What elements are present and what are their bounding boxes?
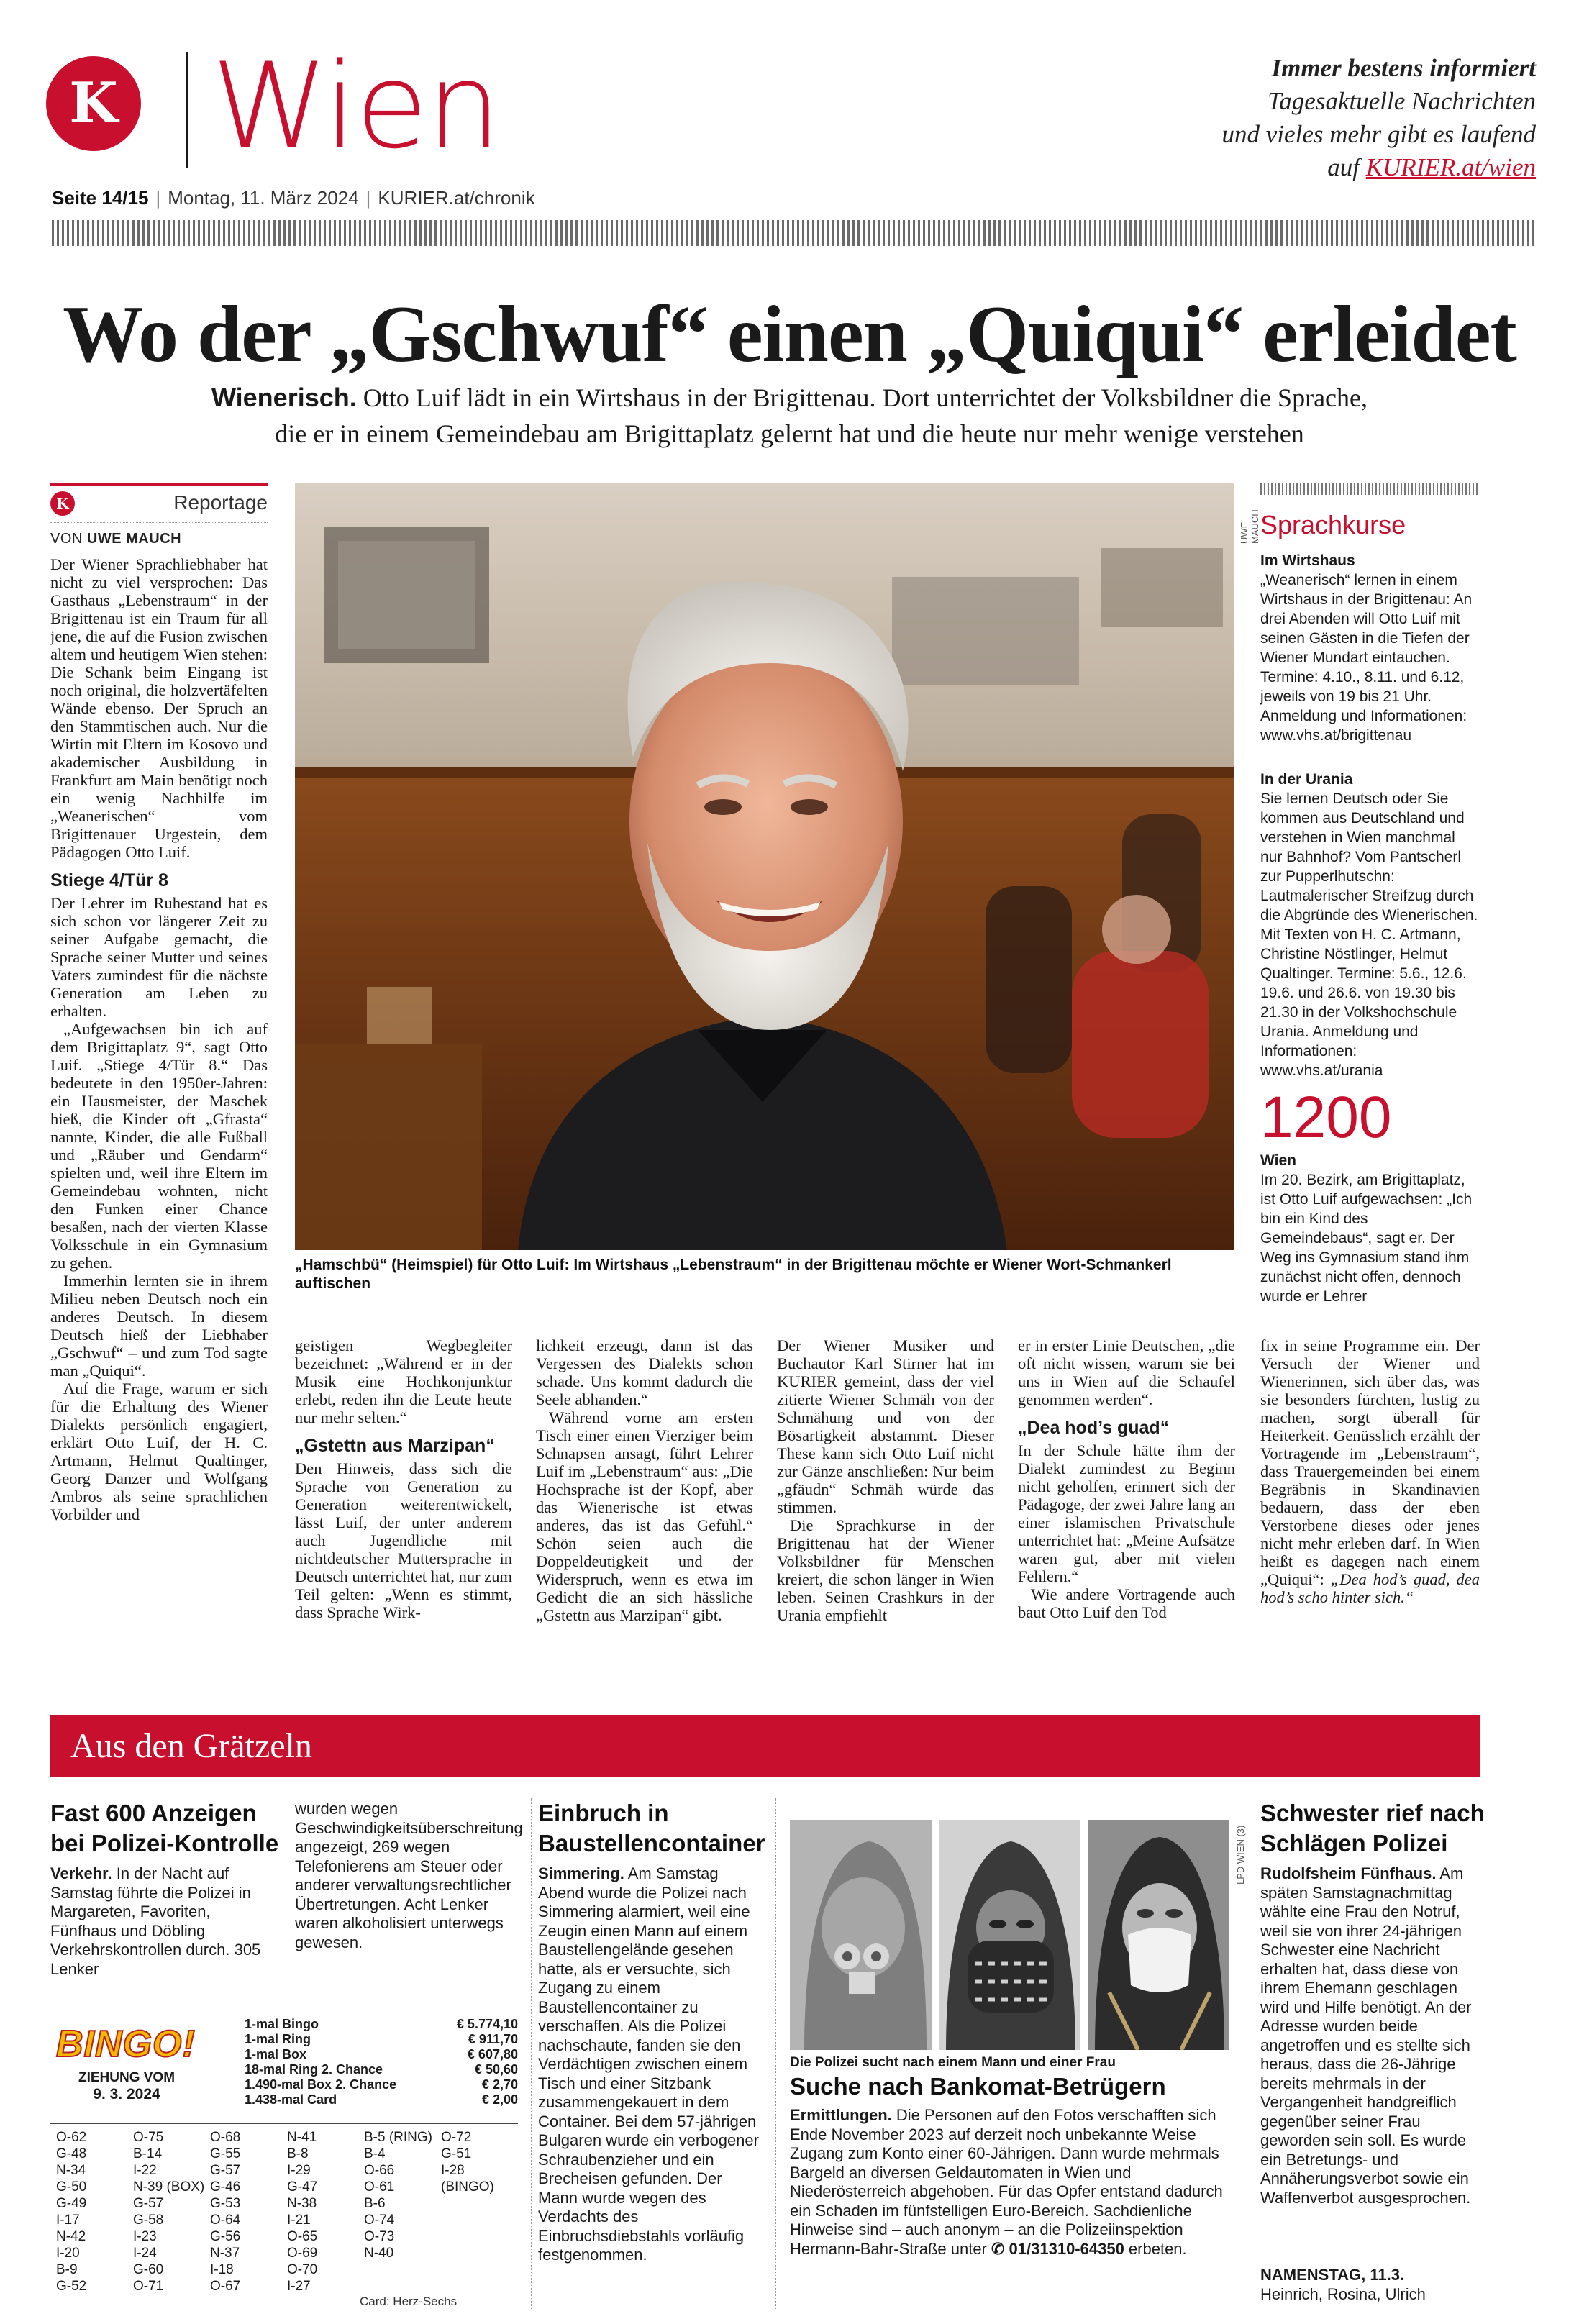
paragraph: „Aufgewachsen bin ich auf dem Brigittaplatz 9“, sagt Otto Luif. „Stiege 4/Tür 8.“ Das bedeutete in den 1950er-Jahren: ein Hausmeister, der Maschek hieß, die Kinder oft „Gfrasta“ nannte, Kinder, die alle Fußball und „Räuber und Gendarm“ spielten und, weil ihre Eltern im Gemeindebau wohnten, nicht den Funken einer Chance besaßen, nach der vierten Klasse Volksschule in ein Gymnasium zu gehen. <box>50 1020 268 1272</box>
bingo-number: I-17 <box>56 2213 80 2228</box>
bingo-number: N-41 <box>287 2130 317 2145</box>
promo-box <box>1075 52 1536 184</box>
section-banner-title: Aus den Grätzeln <box>70 1727 312 1765</box>
prize-value: € 2,70 <box>481 2077 518 2092</box>
bingo-number: I-27 <box>287 2279 311 2294</box>
sidebar-text: „Weanerisch“ lernen in einem Wirtshaus in der Brigittenau: An drei Abenden will Otto Luif mit seinen Gästen in die Tiefen der Wiener Mundart eintauchen. Termine: 4.10., 8.11. und 6.12, jeweils von 19 bis 21 Uhr. Anmeldung und Informationen: www.vhs.at/brigittenau <box>1260 572 1473 744</box>
section-banner <box>50 1715 1480 1777</box>
bingo-number: I-18 <box>210 2262 234 2277</box>
fact-label: Wien <box>1260 1152 1296 1169</box>
issue-date: Montag, 11. März 2024 <box>168 187 359 209</box>
nameday-names: Heinrich, Rosina, Ulrich <box>1260 2284 1426 2303</box>
nameday-box <box>1260 2266 1480 2304</box>
prize-row <box>245 2092 518 2107</box>
page-meta <box>52 187 535 209</box>
prize-value: € 607,80 <box>467 2047 518 2061</box>
bingo-number: N-37 <box>210 2246 240 2261</box>
news-lead: Ermittlungen. <box>790 2106 892 2124</box>
subhead-line: Otto Luif lädt in ein Wirtshaus in der Brigittenau. Dort unterrichtet der Volksbildner die Sprache, <box>356 383 1368 412</box>
bingo-number: G-46 <box>210 2179 241 2195</box>
article-photo[interactable] <box>295 483 1234 1250</box>
news-text <box>790 2106 1230 2259</box>
bingo-number: O-64 <box>210 2213 241 2228</box>
paragraph: Die Sprachkurse in der Brigittenau hat der Wiener Volksbildner für Menschen kreiert, die schon länger in Wien leben. Seinen Crashkurs in der Urania empfiehlt <box>777 1516 994 1624</box>
bingo-number: I-28 (BINGO) <box>441 2163 494 2195</box>
masthead <box>43 36 1536 252</box>
bingo-number: G-57 <box>210 2163 241 2178</box>
paragraph: Während vorne am ersten Tisch einer einen Vierziger beim Schnapsen ansagt, führt Lehrer Luif im „Lebenstraum“ aus: „Die Hochsprache ist der Kopf, aber das Wienerische ist etwas anderes, das ist das Gefühl.“ Schön seien auch die Doppeldeutigkeit und der Widerspruch, wenn es etwa im Gedicht die an sich hässliche „Gstettn aus Marzipan“ gibt. <box>536 1408 753 1624</box>
suspect-photo-3-illustration <box>1088 1820 1229 2050</box>
sidebar-subheading: In der Urania <box>1260 771 1353 788</box>
suspect-photo[interactable] <box>1088 1820 1229 2050</box>
news-headline: Suche nach Bankomat-Betrügern <box>790 2073 1166 2100</box>
bingo-number: N-40 <box>364 2246 394 2261</box>
prize-value: € 50,60 <box>474 2062 518 2077</box>
paragraph: Der Lehrer im Ruhestand hat es sich schon vor längerer Zeit zu seiner Aufgabe gemacht, die Sprache seiner Mutter und seines Vaters zumindest für die nächste Generation am Leben zu erhalten. <box>50 894 268 1020</box>
bingo-number: G-53 <box>210 2196 241 2211</box>
bingo-number: G-51 <box>441 2146 472 2161</box>
nameday-label: NAMENSTAG, 11.3. <box>1260 2266 1405 2284</box>
bingo-number: B-6 <box>364 2196 386 2211</box>
promo-line: und vieles mehr gibt es laufend <box>1221 120 1536 148</box>
bingo-number: O-73 <box>364 2229 395 2244</box>
prize-label: 18-mal Ring 2. Chance <box>245 2062 383 2077</box>
prize-value: € 911,70 <box>468 2032 518 2046</box>
article-headline: Wo der „Gschwuf“ einen „Quiqui“ erleidet <box>63 290 1516 379</box>
paragraph: geistigen Wegbegleiter bezeichnet: „Während er in der Musik eine Hochkonjunktur erlebt, reden ihn die Leute heute nur mehr selten.“ <box>295 1336 512 1426</box>
news-text: wurden wegen Geschwindigkeitsüberschreitung angezeigt, 269 wegen Telefonierens am Steuer oder anderer verwaltungsrechtlicher Übertretungen. Acht Lenker waren alkoholisiert unterwegs gewesen. <box>295 1800 523 1951</box>
bingo-number: O-69 <box>287 2246 318 2261</box>
crosshead: Stiege 4/Tür 8 <box>50 870 168 890</box>
suspect-photo-2-illustration <box>939 1820 1080 2050</box>
photo-caption: Die Polizei sucht nach einem Mann und einer Frau <box>790 2055 1116 2070</box>
prize-label: 1-mal Bingo <box>245 2017 319 2031</box>
article-column-4 <box>777 1336 994 1624</box>
prize-row <box>245 2017 518 2032</box>
police-phone-number[interactable]: ✆ 01/31310-64350 <box>991 2239 1124 2258</box>
bingo-number: O-70 <box>287 2262 318 2277</box>
bingo-number: O-62 <box>56 2130 87 2145</box>
bingo-number: O-66 <box>364 2163 395 2178</box>
masthead-divider <box>186 52 188 168</box>
prize-label: 1-mal Box <box>245 2047 307 2061</box>
paragraph: lichkeit erzeugt, dann ist das Vergessen des Dialekts schon schade. Uns kommt dadurch die Seele abhanden.“ <box>536 1336 753 1408</box>
news-headline <box>50 1798 288 1859</box>
bingo-column <box>133 2129 210 2295</box>
fact-number: 1200 <box>1260 1085 1392 1150</box>
bingo-draw-date: 9. 3. 2024 <box>93 2086 160 2102</box>
prize-label: 1.438-mal Card <box>245 2092 337 2107</box>
rubric-bar <box>50 483 268 518</box>
news-lead: Rudolfsheim Fünfhaus. <box>1260 1864 1437 1882</box>
news-body: Die Personen auf den Fotos verschafften sich Ende November 2023 auf derzeit noch unbekannte Weise Zugang zum Konto einer 60-Jährigen. Dann wurde mehrmals Bargeld an diversen Geldautomaten in Wien und Niederösterreich abgehoben. Für das Opfer entstand dadurch ein Schaden im fünfstelligen Euro-Bereich. Sachdienliche Hinweise sind – auch anonym – an die Polizeiinspektion Hermann-Bahr-Straße unter <box>790 2106 1223 2258</box>
rubric-label: Reportage <box>173 491 268 514</box>
news-body: Am späten Samstagnachmittag wählte eine Frau den Notruf, weil sie von ihrer 24-jährigen Schwester eine Nachricht erhalten hat, dass diese von ihrem Ehemann geschlagen wird und Hilfe benötigt. An der Adresse wurden beide angetroffen und es stellte sich heraus, dass die 26-Jährige bereits mehrmals in der Vergangenheit handgreiflich gegenüber seiner Frau geworden sein soll. Es wurde ein Betretungs- und Annäherungsverbot sowie ein Waffenverbot ausgesprochen. <box>1260 1864 1472 2207</box>
bingo-column <box>441 2129 518 2295</box>
promo-headline: Immer bestens informiert <box>1271 54 1536 82</box>
bingo-number: G-57 <box>133 2196 164 2211</box>
paragraph: Der Wiener Sprachliebhaber hat nicht zu viel versprochen: Das Gasthaus „Lebenstraum“ in der Brigittenau ist ein Traum für all jene, die auf die Fusion zwischen altem und heutigem Wien stehen: Die Schank beim Eingang ist noch original, die holzvertäfelten Wände ebenso. Der Spruch an den Stammtischen auch. Nur die Wirtin mit Eltern im Kosovo und akademischer Ausbildung in Frankfurt am Main benötigt noch ein wenig Nachhilfe im „Weanerischen“ vom Brigittenauer Urgestein, dem Pädagogen Otto Luif. <box>50 555 268 861</box>
news-text <box>50 1864 273 1979</box>
crosshead: „Dea hod’s guad“ <box>1018 1418 1170 1438</box>
bingo-number: N-39 (BOX) <box>133 2179 205 2195</box>
news-lead: Verkehr. <box>50 1864 112 1882</box>
page-number: Seite 14/15 <box>52 187 149 209</box>
suspect-photo-1-illustration <box>790 1820 932 2050</box>
bingo-number: G-60 <box>133 2262 164 2277</box>
info-sidebar <box>1260 483 1480 1306</box>
suspect-photos <box>790 1820 1230 2050</box>
bingo-number: I-29 <box>287 2163 311 2178</box>
meta-separator: | <box>155 187 161 209</box>
promo-line: Tagesaktuelle Nachrichten <box>1268 87 1536 115</box>
bingo-card-symbol: Card: Herz-Sechs <box>360 2295 458 2308</box>
paragraph: Wie andere Vortragende auch baut Otto Luif den Tod <box>1018 1585 1235 1621</box>
bingo-column <box>56 2129 133 2295</box>
news-headline <box>538 1798 775 1859</box>
prize-label: 1.490-mal Box 2. Chance <box>245 2077 397 2092</box>
news-headline <box>1260 1798 1498 1859</box>
bingo-number: I-23 <box>133 2229 157 2244</box>
paragraph: Den Hinweis, dass sich die Sprache von Generation zu Generation weiterentwickelt, lässt Luif, der unter anderem auch Jugendliche mit nichtdeutscher Muttersprache in Deutsch unterrichtet hat, nur zum Teil gelten: „Wenn es stimmt, dass Sprache Wirk- <box>295 1459 512 1621</box>
headline-line: Schwester rief nach <box>1260 1800 1485 1826</box>
photo-credit: LPD WIEN (3) <box>1235 1825 1246 1885</box>
prize-value: € 2,00 <box>481 2092 518 2107</box>
prize-row <box>245 2077 518 2092</box>
bingo-number: G-49 <box>56 2196 87 2211</box>
crosshead: „Gstettn aus Marzipan“ <box>295 1436 495 1456</box>
paragraph-text: fix in seine Programme ein. Der Versuch der Wiener und Wienerinnen, sich über das, was sie besonders fürchten, lustig zu machen, sorgt überall für Heiterkeit. Genüsslich erzählt der Vortragende im „Lebenstraum“, dass Trauergemeinden bei einem Begräbnis in Skandinavien bedauern, dass der eben Verstorbene dieses oder jenes nicht mehr erleben darf. In Wien heißt es dagegen nach einem „Quiqui“: <box>1260 1336 1480 1588</box>
headline-line: bei Polizei-Kontrolle <box>50 1830 279 1856</box>
bingo-prize-table <box>245 2017 518 2107</box>
prize-row <box>245 2032 518 2047</box>
news-text <box>1260 1864 1480 2207</box>
bingo-number: B-8 <box>287 2146 309 2161</box>
bingo-column <box>210 2129 287 2295</box>
bingo-number: I-20 <box>56 2246 80 2261</box>
prize-row <box>245 2047 518 2062</box>
article-column-5 <box>1018 1336 1235 1621</box>
bingo-logo: BINGO! <box>56 2023 196 2065</box>
news-text <box>538 1864 761 2265</box>
fact-text: Im 20. Bezirk, am Brigittaplatz, ist Otto Luif aufgewachsen: „Ich bin ein Kind des Gemeindebaus“, sagt er. Der Weg ins Gymnasium stand ihm zunächst nicht offen, dennoch wurde er Lehrer <box>1260 1172 1473 1305</box>
paragraph: er in erster Linie Deutschen, „die oft nicht wissen, warum sie bei uns in Wien auf die Schaufel genommen werden“. <box>1018 1336 1235 1408</box>
article-column-1 <box>50 555 268 1523</box>
bingo-number: N-38 <box>287 2196 317 2211</box>
bingo-number: I-24 <box>133 2246 157 2261</box>
bingo-column <box>364 2129 441 2295</box>
bingo-number: O-61 <box>364 2179 395 2195</box>
photo-illustration <box>295 483 1234 1250</box>
masthead-hatch-rule <box>52 220 1536 246</box>
bingo-number: N-34 <box>56 2163 86 2178</box>
article-column-2 <box>295 1336 512 1621</box>
bingo-number: B-9 <box>56 2262 78 2277</box>
subhead-kicker: Wienerisch. <box>211 383 357 412</box>
promo-line <box>1075 151 1536 184</box>
bingo-number: G-48 <box>56 2146 87 2161</box>
headline-line: Einbruch in <box>538 1800 669 1826</box>
sidebar-hatch-rule <box>1260 483 1480 495</box>
promo-prefix: auf <box>1327 153 1366 181</box>
bingo-draw-label: ZIEHUNG VOM <box>78 2070 176 2085</box>
paragraph: Auf die Frage, warum er sich für die Erhaltung des Wiener Dialekts persönlich engagiert, erklärt Otto Luif, der H. C. Artmann, Helmut Qualtinger, Georg Danzer und Wolfgang Ambros als seine sprachlichen Vorbilder und <box>50 1380 268 1523</box>
bingo-number: B-5 (RING) <box>364 2130 432 2145</box>
bingo-numbers-grid <box>56 2129 518 2295</box>
headline-line: Baustellencontainer <box>538 1830 765 1856</box>
byline <box>50 531 181 547</box>
paragraph <box>1260 1336 1480 1606</box>
headline-line: Fast 600 Anzeigen <box>50 1800 257 1826</box>
bingo-number: G-56 <box>210 2229 241 2244</box>
bingo-number: O-75 <box>133 2130 164 2145</box>
suspect-photo[interactable] <box>790 1820 932 2050</box>
byline-prefix: VON <box>50 531 87 547</box>
bingo-divider <box>50 2123 518 2124</box>
article-column-6 <box>1260 1336 1480 1606</box>
photo-caption: „Hamschbü“ (Heimspiel) für Otto Luif: Im Wirtshaus „Lebenstraum“ in der Brigittenau möchte er Wiener Wort-Schmankerl auftischen <box>295 1257 1172 1292</box>
section-title: Wien <box>211 37 500 175</box>
article-column-3 <box>536 1336 753 1624</box>
rubric-divider <box>50 522 268 523</box>
section-url[interactable]: KURIER.at/chronik <box>378 187 535 209</box>
prize-label: 1-mal Ring <box>245 2032 311 2046</box>
article-subhead <box>43 380 1536 452</box>
bingo-number: O-68 <box>210 2130 241 2145</box>
prize-value: € 5.774,10 <box>456 2017 518 2031</box>
prize-row <box>245 2062 518 2077</box>
suspect-photo[interactable] <box>939 1820 1080 2050</box>
bingo-number: O-67 <box>210 2279 241 2294</box>
bingo-number: I-22 <box>133 2163 157 2178</box>
news-body: erbeten. <box>1124 2239 1187 2258</box>
bingo-number: G-50 <box>56 2179 87 2195</box>
bingo-number: O-65 <box>287 2229 318 2244</box>
photo-credit: UWE MAUCH <box>1239 509 1260 544</box>
headline-line: Schlägen Polizei <box>1260 1830 1448 1856</box>
news-lead: Simmering. <box>538 1864 624 1882</box>
kurier-logo[interactable]: K <box>46 56 141 151</box>
bingo-number: B-14 <box>133 2146 163 2161</box>
bingo-number: I-21 <box>287 2213 311 2228</box>
bingo-number: O-71 <box>133 2279 164 2294</box>
bingo-number: O-74 <box>364 2213 395 2228</box>
paragraph: Immerhin lernten sie in ihrem Milieu neben Deutsch noch ein anderes Deutsch. In diesem Deutsch hieß der Liebhaber „Gschwuf“ – und zum Tod sagte man „Quiqui“. <box>50 1272 268 1380</box>
sidebar-text: Sie lernen Deutsch oder Sie kommen aus Deutschland und verstehen in Wien manchmal nur Bahnhof? Vom Pantscherl zur Pupperlhutschn: Lautmalerischer Streifzug durch die Abgründe des Wienerischen. Mit Texten von H. C. Artmann, Christine Nöstlinger, Helmut Qualtinger. Termine: 5.6., 12.6. 19.6. und 26.6. von 19.30 bis 21.30 in der Volkshochschule Urania. Anmeldung und Informationen: www.vhs.at/urania <box>1260 790 1478 1079</box>
meta-separator: | <box>365 187 371 209</box>
subhead-line: die er in einem Gemeindebau am Brigittaplatz gelernt hat und die heute nur mehr wenige verstehen <box>275 419 1304 448</box>
byline-author: UWE MAUCH <box>86 531 182 547</box>
bingo-number: O-72 <box>441 2130 472 2145</box>
column-divider <box>531 1798 532 2309</box>
sidebar-subheading: Im Wirtshaus <box>1260 552 1355 569</box>
closing-quote: „Dea hod’s guad, dea hod’s scho hinter sich.“ <box>1260 1570 1480 1606</box>
bingo-column <box>287 2129 364 2295</box>
bingo-number: G-47 <box>287 2179 318 2195</box>
bingo-number: N-42 <box>56 2229 86 2244</box>
paragraph: In der Schule hätte ihm der Dialekt zumindest zu Beginn nicht geholfen, erinnert sich der Pädagoge, der zwei Jahre lang an einer islamischen Privatschule unterrichtet hat: „Meine Aufsätze waren gut, aber mit vielen Fehlern.“ <box>1018 1441 1235 1585</box>
rubric-logo: K <box>50 491 75 516</box>
news-body: In der Nacht auf Samstag führte die Polizei in Margareten, Favoriten, Fünfhaus und Döbling Verkehrskontrollen durch. 305 Lenker <box>50 1864 261 1978</box>
sidebar-title: Sprachkurse <box>1260 510 1406 539</box>
promo-link[interactable]: KURIER.at/wien <box>1365 153 1536 181</box>
bingo-number: B-4 <box>364 2146 386 2161</box>
bingo-number: G-52 <box>56 2279 87 2294</box>
bingo-number: G-55 <box>210 2146 241 2161</box>
bingo-number: G-58 <box>133 2213 164 2228</box>
paragraph: Der Wiener Musiker und Buchautor Karl Stirner hat im KURIER gemeint, dass der viel zitierte Wiener Schmäh von der Schmähung und von der Bösartigkeit abstammt. Dieser These kann sich Otto Luif nicht zur Gänze anschließen: Nur beim „gfäudn“ Schmäh würde das stimmen. <box>777 1336 994 1516</box>
column-divider <box>775 1798 776 2309</box>
news-body: Am Samstag Abend wurde die Polizei nach Simmering alarmiert, weil eine Zeugin einen Mann auf einem Baustellengelände gesehen hatte, als er versuchte, sich Zugang zu einem Baustellencontainer zu verschaffen. Als die Polizei nachschaute, fanden sie den Verdächtigen zwischen einem Tisch und einer Sitzbank zusammengekauert in dem Container. Bei dem 57-jährigen Bulgaren wurde ein verbogener Schraubenzieher und ein Brecheisen gefunden. Der Mann wurde wegen des Verdachts des Einbruchsdiebstahls vorläufig festgenommen. <box>538 1864 759 2264</box>
